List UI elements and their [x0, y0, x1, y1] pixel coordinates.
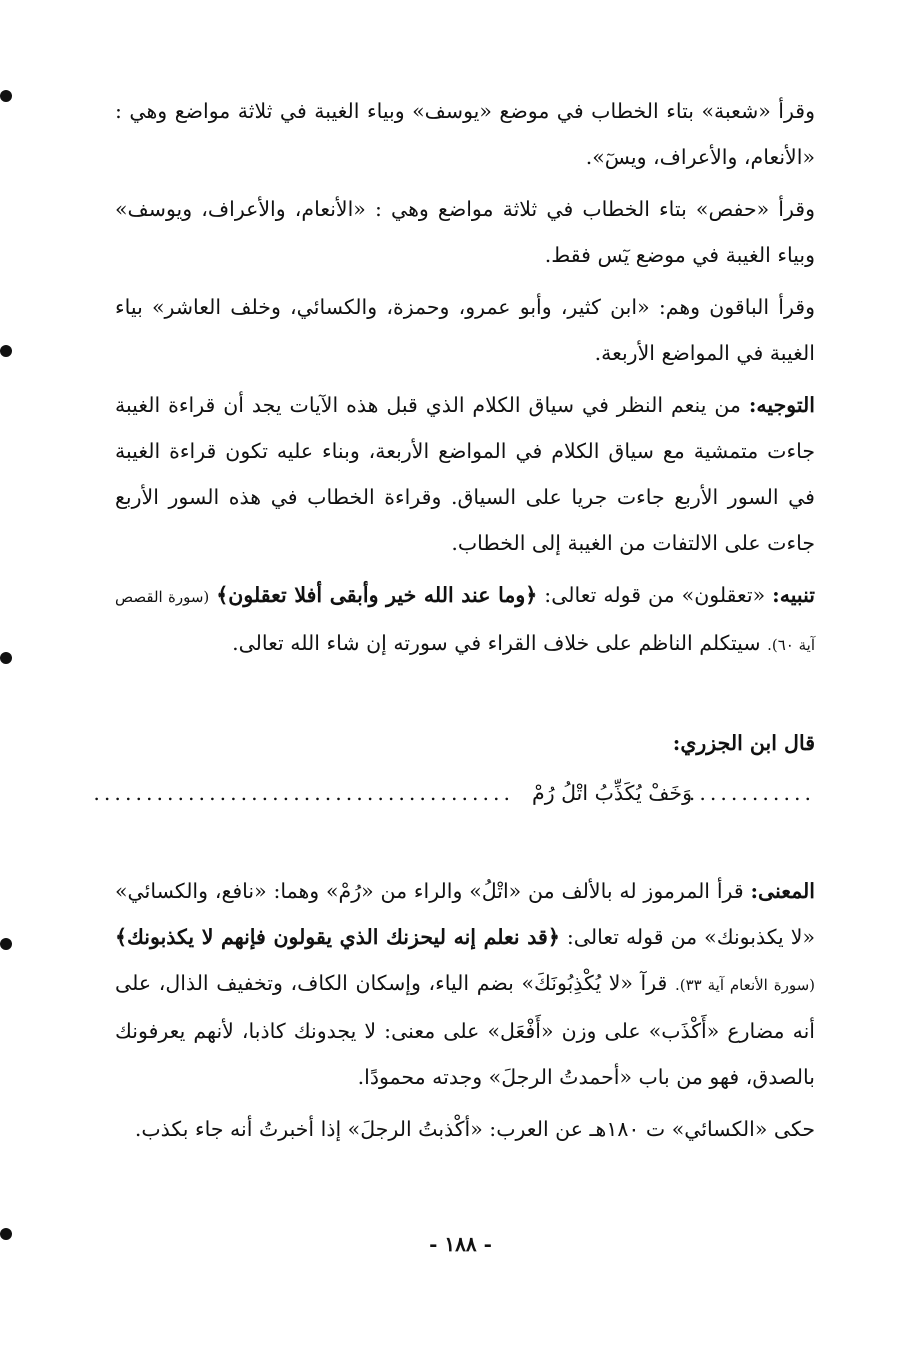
tawjih-label: التوجيه: — [748, 393, 815, 417]
verse-dots-left: ........................................ — [93, 781, 515, 805]
poem-verse: وَخَفْ يُكَذِّبُ اتْلُ رُمْ — [532, 781, 692, 805]
binding-hole-mark — [0, 652, 12, 664]
verse-dots-right: ............ — [688, 781, 815, 805]
paragraph-remaining-readers: وقرأ الباقون وهم: «ابن كثير، وأبو عمرو، وحمزة، والكسائي، وخلف العاشر» بياء الغيبة في المواضع الأربعة. — [115, 295, 815, 365]
poem-intro: قال ابن الجزري: — [672, 731, 815, 755]
binding-hole-mark — [0, 90, 12, 102]
poem-verse-line — [93, 770, 815, 816]
paragraph-shuba: وقرأ «شعبة» بتاء الخطاب في موضع «يوسف» وبياء الغيبة في ثلاثة مواضع وهي : «الأنعام، والأعراف، ويسٓ». — [115, 99, 815, 169]
meaning-text-2: قرآ «لا يُكْذِبُونَكَ» بضم الياء، وإسكان الكاف، وتخفيف الذال، على أنه مضارع «أَكْذَب» على وزن «أَفْعَل» على معنى: لا يجدونك كاذبا، لأنهم يعرفونك بالصدق، فهو من باب «أحمدتُ الرجلَ» وجدته محمودًا. — [115, 971, 815, 1089]
binding-hole-mark — [0, 1228, 12, 1240]
binding-hole-mark — [0, 938, 12, 950]
tanbih-label: تنبيه: — [772, 583, 815, 607]
tanbih-text: سيتكلم الناظم على خلاف القراء في سورته إن شاء الله تعالى. — [232, 631, 761, 655]
tanbih-intro: «تعقلون» من قوله تعالى: — [544, 583, 766, 607]
meaning-label: المعنى: — [750, 879, 815, 903]
paragraph-tanbih — [115, 572, 815, 668]
page-body — [93, 88, 815, 1152]
page-number: - ١٨٨ - — [429, 1232, 492, 1256]
paragraph-kisai: حكى «الكسائي» ت ١٨٠هـ عن العرب: «أكْذبتُ الرجلَ» إذا أخبرتُ أنه جاء بكذب. — [134, 1117, 815, 1141]
quran-verse-anam: ﴿قد نعلم إنه ليحزنك الذي يقولون فإنهم لا يكذبونك﴾ — [115, 925, 560, 949]
paragraph-tawjih — [115, 382, 815, 566]
meaning-text-1: قرأ المرموز له بالألف من «اتْلُ» والراء من «رُمْ» وهما: «نافع، والكسائي» «لا يكذبونك» من قوله تعالى: — [115, 879, 815, 949]
paragraph-hafs: وقرأ «حفص» بتاء الخطاب في ثلاثة مواضع وهي : «الأنعام، والأعراف، ويوسف» وبياء الغيبة في موضع يٓس فقط. — [115, 197, 815, 267]
verse-reference-anam: (سورة الأنعام آية ٣٣). — [674, 976, 815, 994]
paragraph-meaning — [115, 868, 815, 1100]
quran-verse-qasas: ﴿وما عند الله خير وأبقى أفلا تعقلون﴾ — [216, 583, 538, 607]
binding-hole-mark — [0, 345, 12, 357]
tawjih-text: من ينعم النظر في سياق الكلام الذي قبل هذه الآيات يجد أن قراءة الغيبة جاءت متمشية مع سياق الكلام في المواضع الأربعة، وبناء عليه تكون قراءة الغيبة في السور الأربع جاءت جريا على السياق. وقراءة الخطاب في هذه السور الأربع جاءت على الالتفات من الغيبة إلى الخطاب. — [115, 393, 815, 555]
verse-reference-qasas: (سورة القصص آية ٦٠). — [115, 588, 815, 654]
